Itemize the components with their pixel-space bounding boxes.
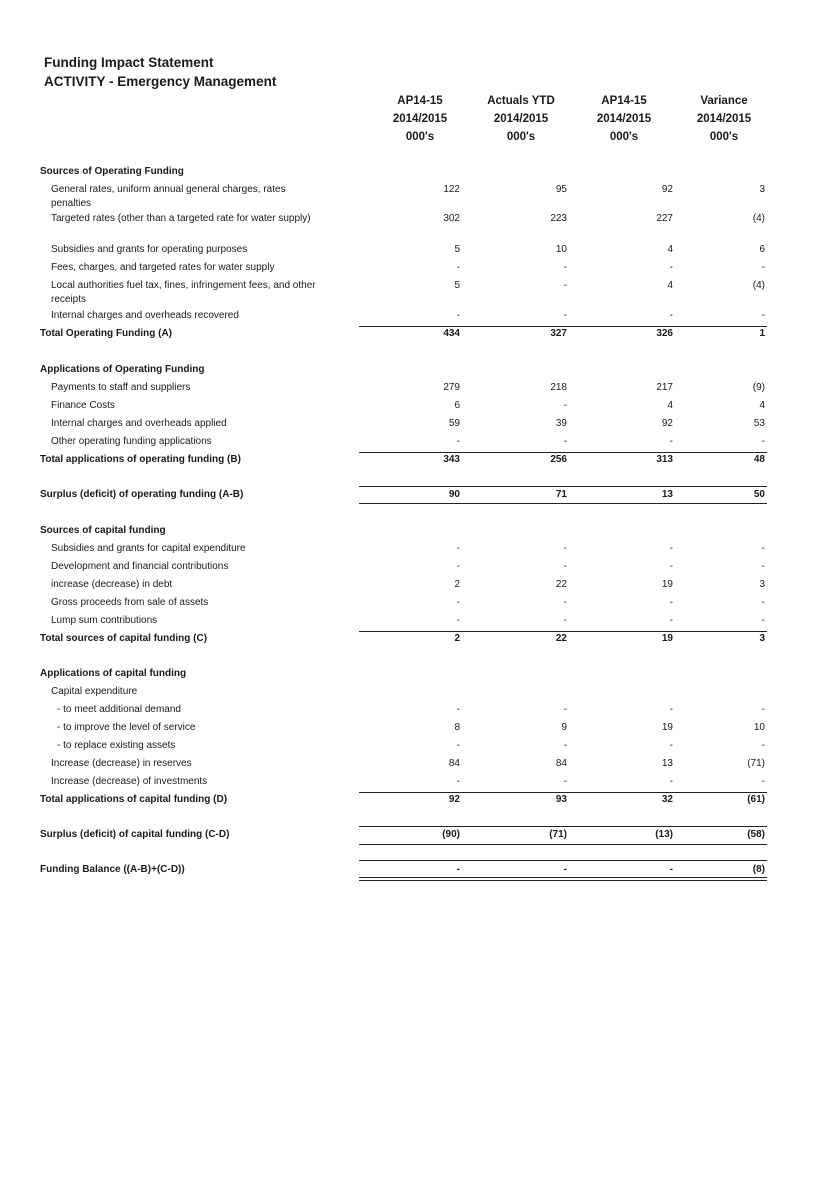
cell-ap1415-b: 326 <box>656 328 673 339</box>
row-label: Sources of Operating Funding <box>40 166 184 177</box>
cell-ap1415-b: 4 <box>667 244 673 255</box>
row-label: Surplus (deficit) of operating funding (A-B) <box>40 489 244 500</box>
cell-ap1415-b: 217 <box>656 382 673 393</box>
row-label: Capital expenditure <box>51 686 138 697</box>
cell-actuals-ytd: - <box>563 597 567 608</box>
row-label: Internal charges and overheads applied <box>51 418 227 429</box>
column-header-line3: 000's <box>506 131 536 143</box>
table-row <box>0 363 813 377</box>
table-row <box>0 165 813 179</box>
row-label-continued: receipts <box>51 294 87 305</box>
row-label: Applications of capital funding <box>40 668 187 679</box>
cell-actuals-ytd: - <box>563 776 567 787</box>
cell-ap1415-a: - <box>456 615 460 626</box>
row-label: Finance Costs <box>51 400 115 411</box>
cell-variance: 3 <box>759 633 765 644</box>
row-label: Fees, charges, and targeted rates for water supply <box>51 262 275 273</box>
cell-variance: - <box>761 776 765 787</box>
row-label: Surplus (deficit) of capital funding (C-D) <box>40 829 230 840</box>
table-row <box>0 560 813 574</box>
cell-ap1415-a: 5 <box>454 244 460 255</box>
table-row <box>0 685 813 699</box>
column-header-line1: Variance <box>700 95 748 107</box>
cell-ap1415-a: - <box>456 310 460 321</box>
table-row <box>0 488 813 502</box>
row-label: Total sources of capital funding (C) <box>40 633 208 644</box>
cell-variance: 3 <box>759 579 765 590</box>
column-header-line3: 000's <box>609 131 639 143</box>
column-header-line2: 2014/2015 <box>696 113 752 125</box>
cell-ap1415-b: - <box>669 543 673 554</box>
cell-variance: - <box>761 436 765 447</box>
row-label: Subsidies and grants for capital expenditure <box>51 543 246 554</box>
cell-actuals-ytd: (71) <box>549 829 567 840</box>
cell-ap1415-b: (13) <box>655 829 673 840</box>
row-label: increase (decrease) in debt <box>51 579 173 590</box>
table-row <box>0 453 813 467</box>
total-rule <box>359 792 767 793</box>
table-row <box>0 596 813 610</box>
cell-ap1415-b: 32 <box>661 794 673 805</box>
cell-variance: - <box>761 704 765 715</box>
cell-variance: (4) <box>752 213 765 224</box>
cell-actuals-ytd: - <box>563 864 567 875</box>
cell-ap1415-b: 227 <box>656 213 673 224</box>
table-row <box>0 667 813 681</box>
table-row <box>0 327 813 341</box>
cell-ap1415-a: - <box>456 597 460 608</box>
cell-variance: - <box>761 262 765 273</box>
row-label: Targeted rates (other than a targeted rate for water supply) <box>51 213 311 224</box>
cell-actuals-ytd: 10 <box>555 244 567 255</box>
cell-actuals-ytd: 327 <box>550 328 567 339</box>
cell-actuals-ytd: - <box>563 704 567 715</box>
row-label-continued: penalties <box>51 198 92 209</box>
cell-ap1415-a: 90 <box>448 489 460 500</box>
total-rule <box>359 877 767 878</box>
cell-actuals-ytd: 71 <box>555 489 567 500</box>
cell-actuals-ytd: - <box>563 280 567 291</box>
activity-title: ACTIVITY - Emergency Management <box>44 74 277 89</box>
column-header-line2: 2014/2015 <box>493 113 549 125</box>
row-label: Lump sum contributions <box>51 615 158 626</box>
column-header-ap1415-b <box>574 92 674 146</box>
cell-actuals-ytd: 256 <box>550 454 567 465</box>
cell-ap1415-a: - <box>456 864 460 875</box>
cell-ap1415-a: 434 <box>443 328 460 339</box>
cell-ap1415-b: 19 <box>661 722 673 733</box>
cell-ap1415-a: - <box>456 436 460 447</box>
table-row <box>0 632 813 646</box>
row-label: Total applications of capital funding (D) <box>40 794 228 805</box>
column-header-line3: 000's <box>709 131 739 143</box>
cell-ap1415-a: (90) <box>442 829 460 840</box>
cell-ap1415-b: - <box>669 561 673 572</box>
cell-actuals-ytd: - <box>563 262 567 273</box>
column-header-line1: AP14-15 <box>601 95 647 107</box>
cell-variance: - <box>761 543 765 554</box>
cell-ap1415-a: - <box>456 543 460 554</box>
cell-ap1415-b: - <box>669 864 673 875</box>
cell-actuals-ytd: - <box>563 310 567 321</box>
total-rule <box>359 503 767 504</box>
column-header-line2: 2014/2015 <box>596 113 652 125</box>
table-row <box>0 863 813 877</box>
table-row <box>0 417 813 431</box>
table-row <box>0 183 813 209</box>
row-label: - to meet additional demand <box>57 704 181 715</box>
row-label: Subsidies and grants for operating purposes <box>51 244 248 255</box>
cell-variance: 4 <box>759 400 765 411</box>
column-header-actuals-ytd <box>471 92 571 146</box>
cell-ap1415-a: 122 <box>443 184 460 195</box>
row-label: Total Operating Funding (A) <box>40 328 173 339</box>
cell-actuals-ytd: 22 <box>555 633 567 644</box>
row-label: - to replace existing assets <box>57 740 176 751</box>
cell-ap1415-a: 279 <box>443 382 460 393</box>
row-label: Development and financial contributions <box>51 561 229 572</box>
cell-ap1415-b: 92 <box>661 184 673 195</box>
cell-variance: 50 <box>753 489 765 500</box>
cell-variance: - <box>761 615 765 626</box>
cell-actuals-ytd: 39 <box>555 418 567 429</box>
cell-variance: (58) <box>747 829 765 840</box>
total-rule <box>359 486 767 487</box>
cell-actuals-ytd: 218 <box>550 382 567 393</box>
column-header-line1: Actuals YTD <box>487 95 555 107</box>
cell-ap1415-b: 313 <box>656 454 673 465</box>
table-row <box>0 435 813 449</box>
cell-actuals-ytd: 95 <box>555 184 567 195</box>
column-header-line1: AP14-15 <box>397 95 443 107</box>
cell-ap1415-b: - <box>669 740 673 751</box>
cell-actuals-ytd: - <box>563 561 567 572</box>
page-title: Funding Impact Statement <box>44 55 214 70</box>
total-rule <box>359 880 767 881</box>
cell-variance: (71) <box>747 758 765 769</box>
row-label: Increase (decrease) of investments <box>51 776 208 787</box>
cell-variance: - <box>761 310 765 321</box>
table-row <box>0 739 813 753</box>
cell-ap1415-b: - <box>669 704 673 715</box>
row-label: Funding Balance ((A-B)+(C-D)) <box>40 864 185 875</box>
cell-variance: (9) <box>752 382 765 393</box>
cell-variance: - <box>761 561 765 572</box>
column-header-line3: 000's <box>405 131 435 143</box>
cell-ap1415-a: 2 <box>454 633 460 644</box>
cell-ap1415-b: - <box>669 615 673 626</box>
cell-ap1415-a: 6 <box>454 400 460 411</box>
table-row <box>0 524 813 538</box>
cell-actuals-ytd: - <box>563 615 567 626</box>
cell-actuals-ytd: - <box>563 740 567 751</box>
cell-ap1415-a: 59 <box>448 418 460 429</box>
cell-ap1415-b: 4 <box>667 400 673 411</box>
table-row <box>0 703 813 717</box>
total-rule <box>359 860 767 861</box>
cell-ap1415-a: 84 <box>448 758 460 769</box>
total-rule <box>359 631 767 632</box>
table-row <box>0 243 813 257</box>
table-row <box>0 757 813 771</box>
table-row <box>0 212 813 226</box>
cell-ap1415-b: 19 <box>661 633 673 644</box>
table-row <box>0 721 813 735</box>
cell-actuals-ytd: - <box>563 400 567 411</box>
cell-variance: 10 <box>753 722 765 733</box>
total-rule <box>359 844 767 845</box>
row-label: Increase (decrease) in reserves <box>51 758 192 769</box>
row-label: Internal charges and overheads recovered <box>51 310 239 321</box>
cell-ap1415-b: 19 <box>661 579 673 590</box>
cell-ap1415-b: 4 <box>667 280 673 291</box>
row-label: Other operating funding applications <box>51 436 212 447</box>
table-row <box>0 261 813 275</box>
cell-ap1415-b: - <box>669 436 673 447</box>
row-label: - to improve the level of service <box>57 722 196 733</box>
cell-ap1415-a: - <box>456 740 460 751</box>
row-label: Gross proceeds from sale of assets <box>51 597 209 608</box>
total-rule <box>359 326 767 327</box>
cell-variance: 48 <box>753 454 765 465</box>
table-row <box>0 614 813 628</box>
cell-ap1415-a: - <box>456 262 460 273</box>
cell-variance: (4) <box>752 280 765 291</box>
cell-ap1415-b: - <box>669 776 673 787</box>
cell-ap1415-a: - <box>456 561 460 572</box>
row-label: Payments to staff and suppliers <box>51 382 191 393</box>
total-rule <box>359 452 767 453</box>
table-row <box>0 542 813 556</box>
table-row <box>0 578 813 592</box>
total-rule <box>359 826 767 827</box>
cell-actuals-ytd: - <box>563 543 567 554</box>
cell-ap1415-a: 92 <box>448 794 460 805</box>
column-header-line2: 2014/2015 <box>392 113 448 125</box>
table-row <box>0 399 813 413</box>
cell-ap1415-b: - <box>669 310 673 321</box>
column-header-variance <box>674 92 774 146</box>
table-row <box>0 828 813 842</box>
cell-ap1415-b: - <box>669 597 673 608</box>
cell-variance: (61) <box>747 794 765 805</box>
table-row <box>0 793 813 807</box>
cell-ap1415-a: - <box>456 704 460 715</box>
cell-ap1415-b: 13 <box>661 758 673 769</box>
row-label: Total applications of operating funding (B) <box>40 454 241 465</box>
cell-variance: (8) <box>752 864 765 875</box>
cell-ap1415-a: 302 <box>443 213 460 224</box>
cell-variance: 3 <box>759 184 765 195</box>
row-label: General rates, uniform annual general charges, rates <box>51 184 286 195</box>
row-label: Sources of capital funding <box>40 525 166 536</box>
cell-variance: 1 <box>759 328 765 339</box>
cell-actuals-ytd: 22 <box>555 579 567 590</box>
column-header-ap1415-a <box>370 92 470 146</box>
cell-actuals-ytd: 84 <box>555 758 567 769</box>
cell-actuals-ytd: - <box>563 436 567 447</box>
cell-variance: - <box>761 597 765 608</box>
table-row <box>0 381 813 395</box>
row-label: Applications of Operating Funding <box>40 364 205 375</box>
cell-actuals-ytd: 93 <box>555 794 567 805</box>
cell-actuals-ytd: 9 <box>561 722 567 733</box>
cell-ap1415-a: 5 <box>454 280 460 291</box>
table-row <box>0 309 813 323</box>
table-row <box>0 775 813 789</box>
cell-ap1415-a: 343 <box>443 454 460 465</box>
row-label: Local authorities fuel tax, fines, infringement fees, and other <box>51 280 316 291</box>
cell-ap1415-b: 92 <box>661 418 673 429</box>
cell-ap1415-a: 8 <box>454 722 460 733</box>
cell-ap1415-b: 13 <box>661 489 673 500</box>
cell-variance: - <box>761 740 765 751</box>
cell-ap1415-a: 2 <box>454 579 460 590</box>
cell-variance: 6 <box>759 244 765 255</box>
table-row <box>0 279 813 305</box>
cell-ap1415-a: - <box>456 776 460 787</box>
cell-actuals-ytd: 223 <box>550 213 567 224</box>
cell-variance: 53 <box>753 418 765 429</box>
cell-ap1415-b: - <box>669 262 673 273</box>
